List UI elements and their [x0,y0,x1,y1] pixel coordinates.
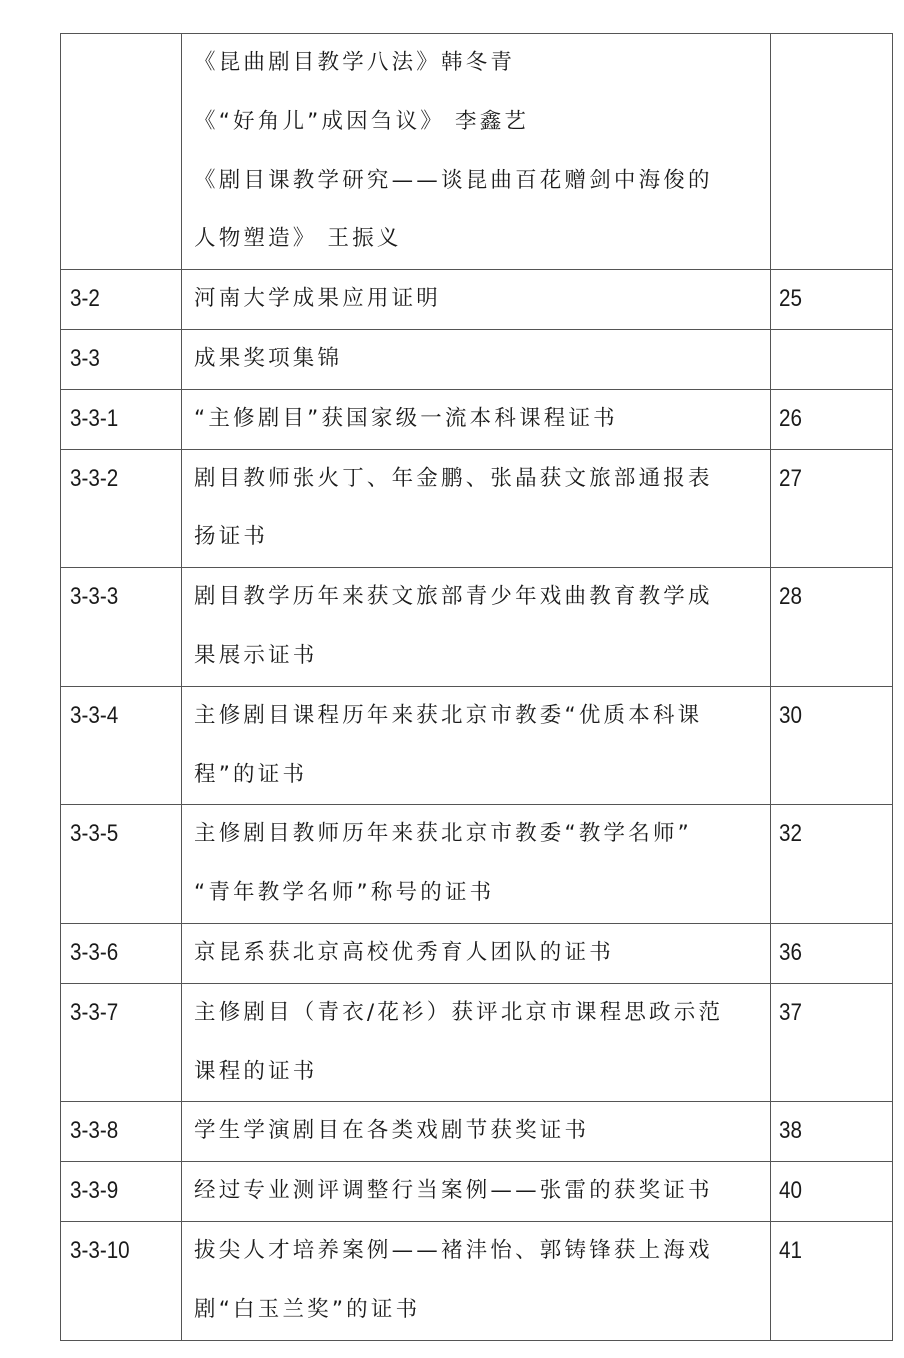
item-number-cell [61,923,182,983]
item-title-line: 河南大学成果应用证明 [194,286,442,312]
page-number: 40 [779,1177,802,1205]
item-number: 3-3-3 [70,583,119,611]
item-title-line: 《“好角儿”成因刍议》 李鑫艺 [194,108,530,134]
item-number: 3-3-8 [70,1117,119,1145]
item-title-line: 剧“白玉兰奖”的证书 [194,1296,421,1322]
item-number-cell [61,270,182,330]
item-title-line: 剧目教师张火丁、年金鹏、张晶获文旅部通报表 [194,465,713,491]
table-row [61,923,893,983]
item-number: 3-3 [70,344,100,372]
table-row [61,449,893,568]
item-title-line: 拔尖人才培养案例——褚沣怡、郭铸锋获上海戏 [194,1237,713,1263]
page-number-cell [771,34,893,270]
page-number-cell [771,983,893,1102]
page-number: 26 [779,404,802,432]
item-number-cell [61,329,182,389]
page-number: 38 [779,1117,802,1145]
page-number-cell [771,389,893,449]
table-row [61,389,893,449]
item-title-cell [182,270,771,330]
item-number: 3-3-7 [70,998,119,1026]
item-number-cell [61,686,182,805]
item-title-cell [182,568,771,687]
item-title-line: 课程的证书 [194,1058,318,1084]
page-number-cell [771,805,893,924]
page-number: 41 [779,1236,802,1264]
table-row [61,329,893,389]
item-title-cell [182,389,771,449]
page-number: 27 [779,464,802,492]
item-title-cell [182,1102,771,1162]
page-number: 36 [779,938,802,966]
page-number-cell [771,329,893,389]
contents-table [60,33,893,1341]
item-number: 3-3-10 [70,1236,130,1264]
page-number-cell [771,1162,893,1222]
item-title-cell [182,1162,771,1222]
table-row [61,805,893,924]
item-title-cell [182,329,771,389]
item-number: 3-3-1 [70,404,119,432]
page-number-cell [771,923,893,983]
item-number: 3-2 [70,285,100,313]
item-title-line: 《剧目课教学研究——谈昆曲百花赠剑中海俊的 [194,167,713,193]
item-title-line: “主修剧目”获国家级一流本科课程证书 [194,405,618,431]
item-title-cell [182,1221,771,1340]
item-number: 3-3-5 [70,820,119,848]
item-number-cell [61,1102,182,1162]
item-number: 3-3-6 [70,938,119,966]
item-number: 3-3-4 [70,701,119,729]
item-title-line: 剧目教学历年来获文旅部青少年戏曲教育教学成 [194,584,713,610]
item-title-line: 主修剧目课程历年来获北京市教委“优质本科课 [194,702,703,728]
item-title-cell [182,983,771,1102]
item-number-cell [61,34,182,270]
item-number: 3-3-9 [70,1177,119,1205]
item-number-cell [61,568,182,687]
item-title-cell [182,686,771,805]
item-number-cell [61,449,182,568]
table-row [61,1102,893,1162]
page-number: 32 [779,820,802,848]
page-number-cell [771,270,893,330]
item-title-line: 经过专业测评调整行当案例——张雷的获奖证书 [194,1178,713,1204]
item-number-cell [61,1162,182,1222]
item-title-line: 成果奖项集锦 [194,345,343,371]
item-title-line: 程”的证书 [194,761,308,787]
item-title-cell [182,923,771,983]
page-number: 37 [779,998,802,1026]
item-title-line: 主修剧目（青衣/花衫）获评北京市课程思政示范 [194,999,724,1025]
table-row [61,270,893,330]
page-number-cell [771,1102,893,1162]
page-number-cell [771,568,893,687]
table-row [61,568,893,687]
item-title-line: 《昆曲剧目教学八法》韩冬青 [194,50,516,75]
item-title-line: 扬证书 [194,524,269,550]
item-title-cell [182,449,771,568]
contents-table-body [61,34,893,1341]
item-title-cell [182,805,771,924]
table-row [61,983,893,1102]
page-number: 30 [779,701,802,729]
table-row [61,34,893,270]
item-title-line: 京昆系获北京高校优秀育人团队的证书 [194,939,614,965]
page-number: 25 [779,285,802,313]
page-number: 28 [779,583,802,611]
item-title-line: 果展示证书 [194,642,318,668]
table-row [61,686,893,805]
item-title-line: 主修剧目教师历年来获北京市教委“教学名师” [194,821,692,847]
item-title-line: 人物塑造》 王振义 [194,226,402,252]
item-title-line: 学生学演剧目在各类戏剧节获奖证书 [194,1118,590,1144]
page-number-cell [771,686,893,805]
item-number-cell [61,983,182,1102]
table-row [61,1221,893,1340]
page-number-cell [771,1221,893,1340]
item-number-cell [61,805,182,924]
table-row [61,1162,893,1222]
item-number-cell [61,389,182,449]
item-number: 3-3-2 [70,464,119,492]
item-title-cell [182,34,771,270]
page-number-cell [771,449,893,568]
item-title-line: “青年教学名师”称号的证书 [194,880,495,906]
item-number-cell [61,1221,182,1340]
